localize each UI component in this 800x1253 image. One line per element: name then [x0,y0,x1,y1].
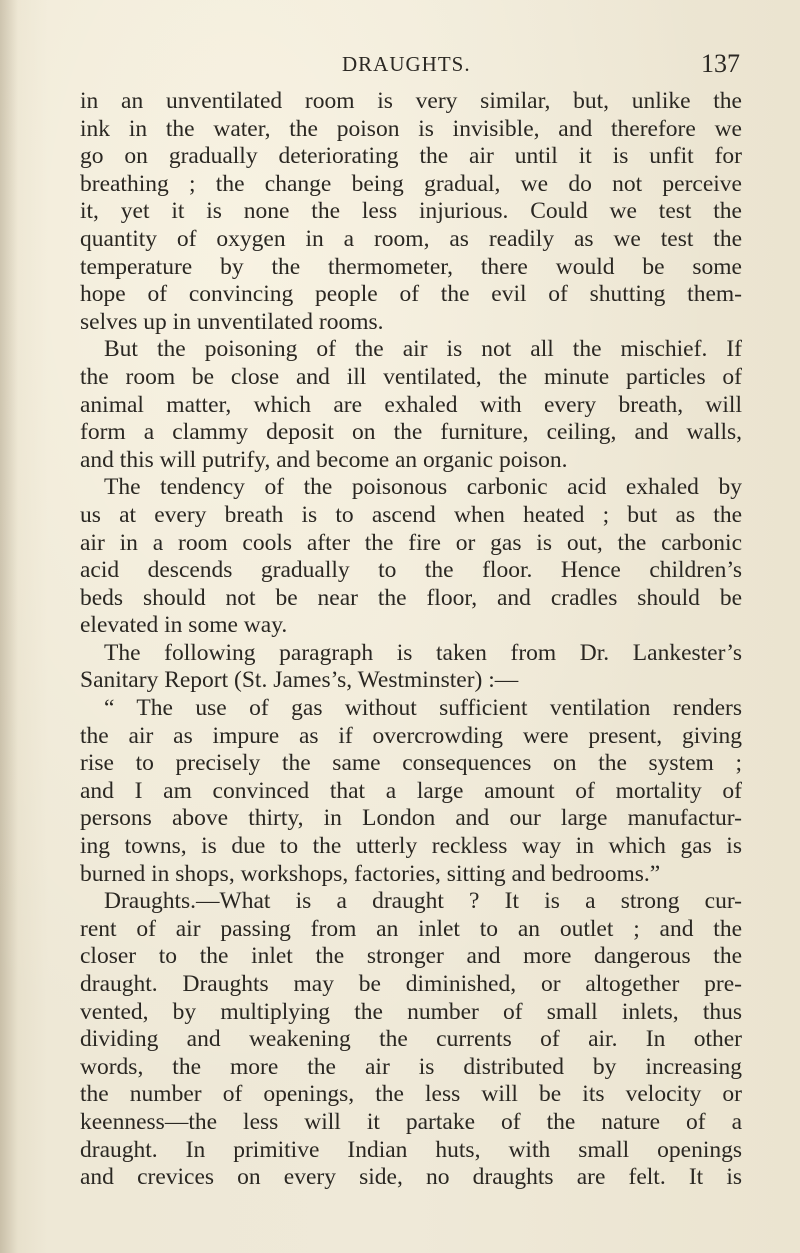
page-number: 137 [701,49,740,78]
text-line: form a clammy deposit on the furniture, ceiling, and walls, [80,419,742,446]
text-line: persons above thirty, in London and our large manufactur- [80,805,742,832]
text-line: But the poisoning of the air is not all the mischief. If [104,336,742,363]
running-header [0,49,800,82]
text-line: The tendency of the poisonous carbonic acid exhaled by [104,474,742,501]
text-line: selves up in unventilated rooms. [80,308,384,335]
text-line: beds should not be near the floor, and cradles should be [80,584,742,611]
text-line: elevated in some way. [80,612,288,639]
text-line: and this will putrify, and become an organic poison. [80,446,568,473]
text-line: the air as impure as if overcrowding were present, giving [80,722,742,749]
text-line: words, the more the air is distributed by increasing [80,1053,742,1080]
text-line: temperature by the thermometer, there would be some [80,253,742,280]
text-line: vented, by multiplying the number of small inlets, thus [80,998,742,1025]
text-line: rent of air passing from an inlet to an outlet ; and the [80,915,742,942]
gutter-shadow [0,0,18,1253]
text-line: hope of convincing people of the evil of shutting them- [80,281,742,308]
text-line: the number of openings, the less will be its velocity or [80,1081,742,1108]
text-line: acid descends gradually to the floor. Hence children’s [80,557,742,584]
text-line: draught. Draughts may be diminished, or altogether pre- [80,971,742,997]
text-line: draught. In primitive Indian huts, with small openings [80,1136,742,1163]
text-line: closer to the inlet the stronger and more dangerous the [80,943,742,970]
text-line: it, yet it is none the less injurious. Could we test the [80,198,742,225]
text-line: keenness—the less will it partake of the nature of a [80,1108,742,1135]
text-line: air in a room cools after the fire or gas is out, the carbonic [80,529,742,556]
text-line: breathing ; the change being gradual, we do not perceive [80,170,742,197]
text-line: dividing and weakening the currents of air. In other [80,1026,742,1053]
text-line: animal matter, which are exhaled with every breath, will [80,391,742,418]
running-title: DRAUGHTS. [342,52,471,76]
text-line: Sanitary Report (St. James’s, Westminster) :— [80,667,519,694]
body-text [80,88,742,1192]
text-line: ing towns, is due to the utterly reckless way in which gas is [80,833,742,860]
text-line: and I am convinced that a large amount of mortality of [80,777,742,804]
text-line: in an unventilated room is very similar, but, unlike the [80,88,742,114]
text-line: the room be close and ill ventilated, the minute particles of [80,363,742,390]
text-line: ink in the water, the poison is invisible, and therefore we [80,115,742,142]
text-line: Draughts.—What is a draught ? It is a strong cur- [104,888,742,915]
text-line: go on gradually deteriorating the air until it is unfit for [80,143,742,170]
text-line: “ The use of gas without sufficient ventilation renders [104,695,742,722]
text-line: and crevices on every side, no draughts are felt. It is [80,1164,742,1191]
text-line: us at every breath is to ascend when heated ; but as the [80,501,742,528]
text-line: burned in shops, workshops, factories, sitting and bedrooms.” [80,860,661,887]
text-line: quantity of oxygen in a room, as readily as we test the [80,225,742,252]
text-line: The following paragraph is taken from Dr. Lankester’s [104,639,742,666]
text-line: rise to precisely the same consequences on the system ; [80,750,742,777]
